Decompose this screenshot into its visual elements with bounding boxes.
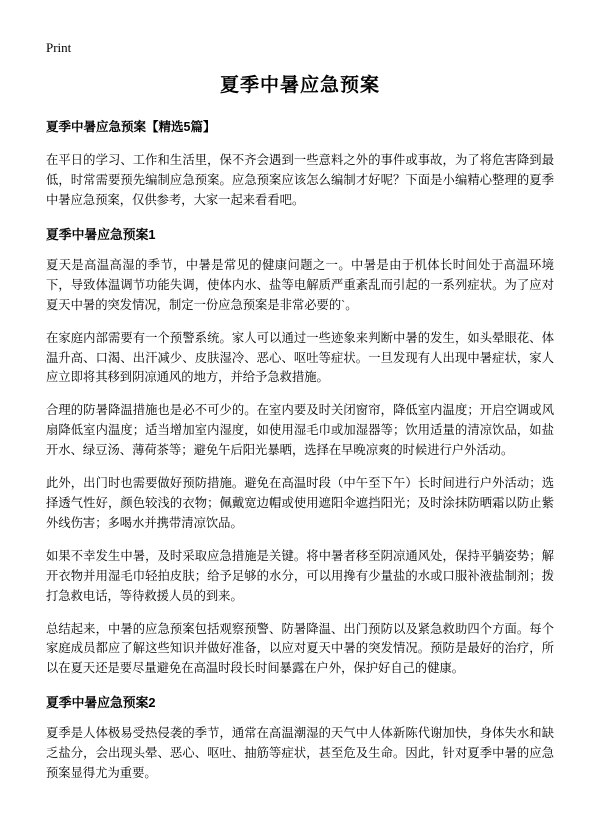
paragraph: 此外，出门时也需要做好预防措施。避免在高温时段（中午至下午）长时间进行户外活动；选择透气性好，颜色较浅的衣物；佩戴宽边帽或使用遮阳伞遮挡阳光；及时涂抹防晒霜以防止紫外线伤害；多喝水并携带清凉饮品。: [46, 476, 554, 530]
intro-paragraph: 在平日的学习、工作和生活里，保不齐会遇到一些意料之外的事件或事故，为了将危害降到最低，时常需要预先编制应急预案。应急预案应该怎么编制才好呢？下面是小编精心整理的夏季中暑应急预案，仅供参考，大家一起来看看吧。: [46, 153, 554, 207]
paragraph: 在家庭内部需要有一个预警系统。家人可以通过一些迹象来判断中暑的发生，如头晕眼花、体温升高、口渴、出汗减少、皮肤湿冷、恶心、呕吐等症状。一旦发现有人出现中暑症状，家人应立即将其移到阴凉通风的地方，并给予急救措施。: [46, 330, 554, 385]
document-subtitle: 夏季中暑应急预案【精选5篇】: [46, 120, 216, 135]
page-title: 夏季中暑应急预案: [219, 74, 380, 96]
section-heading-2: 夏季中暑应急预案2: [46, 695, 156, 711]
section-heading-1: 夏季中暑应急预案1: [46, 226, 156, 242]
document-body: [46, 118, 554, 784]
paragraph: 夏季是人体极易受热侵袭的季节，通常在高温潮湿的天气中人体新陈代谢加快，身体失水和缺乏盐分，会出现头晕、恶心、呕吐、抽筋等症状，甚至危及生命。因此，针对夏季中暑的应急预案显得尤为重要。: [46, 726, 554, 781]
paragraph: 总结起来，中暑的应急预案包括观察预警、防暑降温、出门预防以及紧急救助四个方面。每个家庭成员都应了解这些知识并做好准备，以应对夏天中暑的突发情况。预防是最好的治疗，所以在夏天还是要尽量避免在高温时段长时间暴露在户外，保护好自己的健康。: [46, 621, 554, 676]
paragraph: 如果不幸发生中暑，及时采取应急措施是关键。将中暑者移至阴凉通风处，保持平躺姿势；解开衣物并用湿毛巾轻拍皮肤；给予足够的水分，可以用搀有少量盐的水或口服补液盐制剂；拨打急救电话，等待救援人员的到来。: [46, 548, 554, 603]
paragraph: 夏天是高温高湿的季节，中暑是常见的健康问题之一。中暑是由于机体长时间处于高温环境下，导致体温调节功能失调，使体内水、盐等电解质严重紊乱而引起的一系列症状。为了应对夏天中暑的突发情况，制定一份应急预案是非常必要的`。: [46, 257, 554, 312]
print-label: Print: [46, 40, 72, 55]
paragraph: 合理的防暑降温措施也是必不可少的。在室内要及时关闭窗帘，降低室内温度；开启空调或风扇降低室内温度；适当增加室内湿度，如使用湿毛巾或加湿器等；饮用适量的清凉饮品，如盐开水、绿豆汤、薄荷茶等；避免午后阳光暴晒，选择在早晚凉爽的时候进行户外活动。: [46, 403, 554, 458]
